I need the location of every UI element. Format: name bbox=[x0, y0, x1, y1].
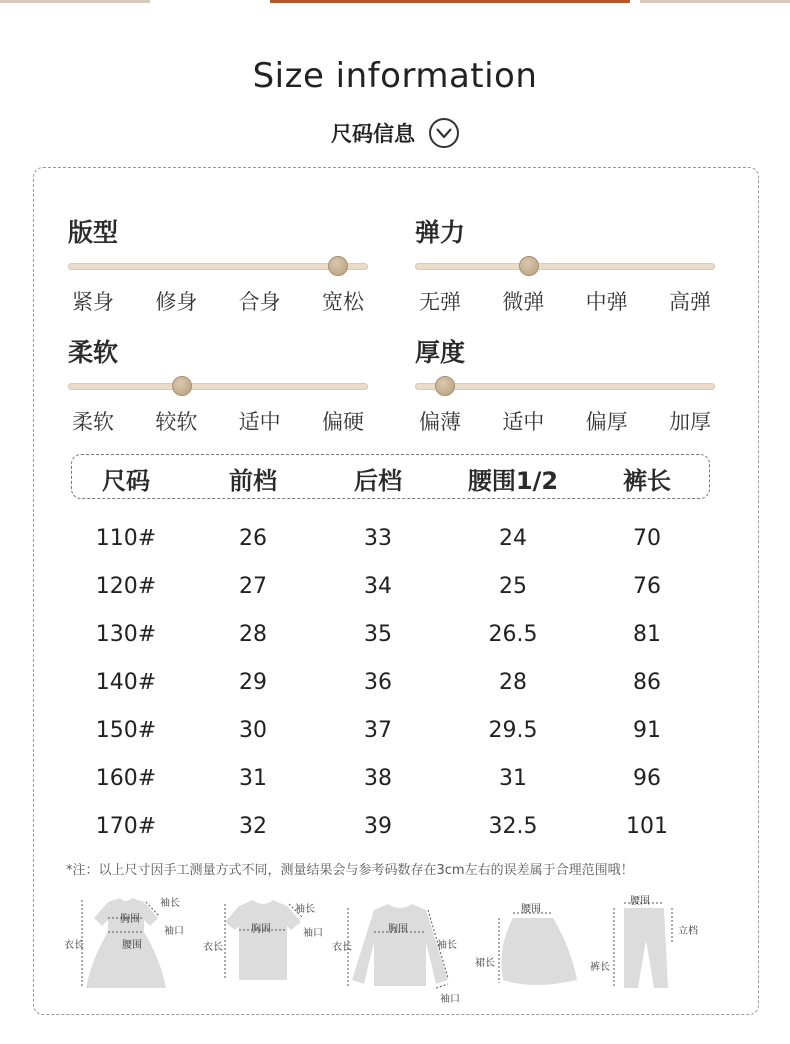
measurement-cell: 81 bbox=[633, 622, 661, 647]
attribute-fit bbox=[68, 213, 368, 316]
measurement-cell: 30 bbox=[239, 718, 267, 743]
chevron-down-circle-icon bbox=[429, 118, 459, 148]
attribute-option: 合身 bbox=[238, 290, 281, 314]
table-row bbox=[0, 806, 790, 854]
attribute-label: 柔软 bbox=[68, 338, 119, 367]
chest-label: 胸围 bbox=[251, 924, 271, 935]
subtitle-row bbox=[0, 118, 790, 148]
page-title: Size information bbox=[252, 56, 538, 96]
length-label: 裤长 bbox=[590, 962, 610, 973]
attribute-option: 修身 bbox=[155, 290, 198, 314]
attribute-option: 紧身 bbox=[72, 290, 114, 314]
attribute-label: 弹力 bbox=[415, 218, 466, 247]
measurement-note: *注：以上尺寸因手工测量方式不同，测量结果会与参考码数存在3cm左右的误差属于合理范围哦！ bbox=[66, 863, 634, 878]
size-cell: 120# bbox=[95, 574, 157, 599]
size-table-header-row bbox=[0, 454, 790, 502]
attribute-slider bbox=[68, 383, 368, 390]
attribute-thickness bbox=[415, 333, 715, 436]
measurement-cell: 31 bbox=[239, 766, 267, 791]
skirt-diagram bbox=[475, 888, 590, 1006]
pants-icon bbox=[590, 888, 730, 1006]
measurement-cell: 26 bbox=[239, 526, 267, 551]
measurement-cell: 32.5 bbox=[488, 814, 538, 839]
attribute-option: 微弹 bbox=[502, 290, 545, 314]
length-label: 衣长 bbox=[203, 942, 223, 953]
column-header: 前档 bbox=[229, 467, 277, 495]
attribute-option: 适中 bbox=[238, 410, 281, 434]
slider-knob bbox=[328, 256, 348, 276]
table-row bbox=[0, 710, 790, 758]
attribute-option: 偏厚 bbox=[585, 410, 628, 434]
attribute-slider bbox=[415, 263, 715, 270]
measurement-cell: 34 bbox=[364, 574, 392, 599]
pants-diagram bbox=[590, 888, 730, 1006]
attribute-label: 厚度 bbox=[415, 338, 466, 367]
size-cell: 150# bbox=[95, 718, 157, 743]
column-header: 腰围1/2 bbox=[467, 467, 559, 495]
measurement-cell: 28 bbox=[499, 670, 527, 695]
measurement-cell: 86 bbox=[633, 670, 661, 695]
attribute-option: 偏薄 bbox=[419, 410, 461, 434]
measurement-cell: 76 bbox=[633, 574, 661, 599]
slider-knob bbox=[519, 256, 539, 276]
cuff-label: 袖口 bbox=[303, 928, 323, 939]
measurement-cell: 31 bbox=[499, 766, 527, 791]
waist-label: 腰围 bbox=[521, 904, 541, 915]
attribute-softness bbox=[68, 333, 368, 436]
size-cell: 130# bbox=[95, 622, 157, 647]
size-cell: 110# bbox=[95, 526, 157, 551]
attribute-option: 偏硬 bbox=[321, 410, 364, 434]
sleeve-label: 袖长 bbox=[295, 904, 315, 915]
measurement-cell: 24 bbox=[499, 526, 527, 551]
size-cell: 170# bbox=[95, 814, 157, 839]
measurement-cell: 38 bbox=[364, 766, 392, 791]
sweater-diagram bbox=[330, 888, 475, 1006]
attribute-elasticity bbox=[415, 213, 715, 316]
table-row bbox=[0, 662, 790, 710]
slider-knob bbox=[172, 376, 192, 396]
table-row bbox=[0, 758, 790, 806]
measurement-cell: 36 bbox=[364, 670, 392, 695]
measurement-cell: 27 bbox=[239, 574, 267, 599]
chest-label: 胸围 bbox=[120, 914, 140, 925]
measurement-cell: 39 bbox=[364, 814, 392, 839]
length-label: 衣长 bbox=[64, 940, 84, 951]
measurement-cell: 91 bbox=[633, 718, 661, 743]
page-subtitle: 尺码信息 bbox=[331, 122, 415, 146]
measurement-cell: 37 bbox=[364, 718, 392, 743]
size-cell: 140# bbox=[95, 670, 157, 695]
sleeve-label: 袖长 bbox=[437, 940, 457, 951]
column-header: 后档 bbox=[354, 467, 402, 495]
attribute-option: 宽松 bbox=[321, 290, 364, 314]
attribute-option: 较软 bbox=[155, 410, 198, 434]
attribute-option: 无弹 bbox=[419, 290, 461, 314]
attribute-option: 高弹 bbox=[668, 290, 711, 314]
top-banner-strip bbox=[0, 0, 790, 3]
attribute-option: 柔软 bbox=[72, 410, 114, 434]
measurement-cell: 101 bbox=[626, 814, 668, 839]
measurement-cell: 32 bbox=[239, 814, 267, 839]
attribute-slider bbox=[68, 263, 368, 270]
measurement-cell: 25 bbox=[499, 574, 527, 599]
waist-label: 腰围 bbox=[630, 896, 650, 907]
measurement-cell: 26.5 bbox=[488, 622, 538, 647]
rise-label: 立档 bbox=[678, 926, 698, 937]
attribute-option: 适中 bbox=[502, 410, 545, 434]
table-row bbox=[0, 566, 790, 614]
measurement-cell: 96 bbox=[633, 766, 661, 791]
chest-label: 胸围 bbox=[388, 924, 408, 935]
measurement-cell: 35 bbox=[364, 622, 392, 647]
attribute-slider bbox=[415, 383, 715, 390]
attribute-option: 加厚 bbox=[668, 410, 711, 434]
measurement-cell: 29.5 bbox=[488, 718, 538, 743]
sleeve-label: 袖长 bbox=[160, 898, 180, 909]
length-label: 衣长 bbox=[332, 942, 352, 953]
measurement-cell: 33 bbox=[364, 526, 392, 551]
measurement-cell: 28 bbox=[239, 622, 267, 647]
garment-diagrams bbox=[60, 888, 730, 1008]
length-label: 裙长 bbox=[475, 958, 495, 969]
slider-knob bbox=[435, 376, 455, 396]
cuff-label: 袖口 bbox=[164, 926, 184, 937]
cuff-label: 袖口 bbox=[440, 994, 460, 1005]
size-cell: 160# bbox=[95, 766, 157, 791]
column-header: 尺码 bbox=[102, 467, 150, 495]
tshirt-diagram bbox=[195, 888, 330, 1006]
column-header: 裤长 bbox=[623, 467, 671, 495]
measurement-cell: 70 bbox=[633, 526, 661, 551]
attribute-option: 中弹 bbox=[585, 290, 628, 314]
table-row bbox=[0, 614, 790, 662]
measurement-cell: 29 bbox=[239, 670, 267, 695]
table-row bbox=[0, 518, 790, 566]
dress-diagram bbox=[60, 888, 190, 1006]
attribute-label: 版型 bbox=[68, 218, 119, 247]
waist-label: 腰围 bbox=[122, 940, 142, 951]
